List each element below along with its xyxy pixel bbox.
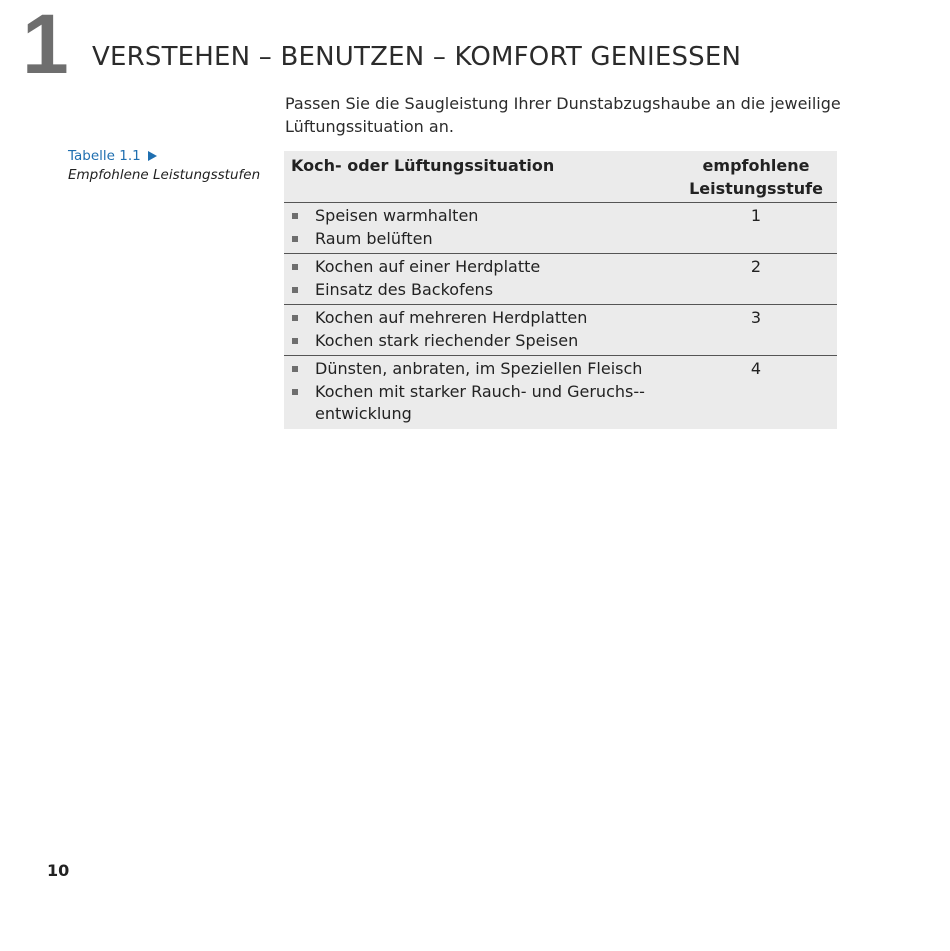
list-item-text: Raum belüften — [315, 228, 433, 248]
header-situation: Koch- oder Lüftungssituation — [291, 156, 555, 175]
list-item-text: Dünsten, anbraten, im Speziellen Fleisch — [315, 359, 643, 378]
header-level-line1: empfohlene — [702, 156, 810, 175]
table-row — [284, 203, 837, 254]
chapter-title: VERSTEHEN – BENUTZEN – KOMFORT GENIESSEN — [92, 42, 742, 72]
intro-paragraph: Passen Sie die Saugleistung Ihrer Dunstabzugshaube an die jeweilige Lüftungssituation an. — [285, 94, 841, 136]
situation-cell — [284, 305, 675, 355]
list-item-text: Kochen stark riechender Speisen — [315, 330, 579, 350]
square-bullet-icon — [292, 213, 298, 219]
list-item-text: Kochen mit starker Rauch- und Geruchs-entwicklung — [315, 381, 645, 423]
list-item — [292, 307, 667, 330]
level-cell: 4 — [750, 359, 762, 378]
situation-cell — [284, 254, 675, 304]
square-bullet-icon — [292, 338, 298, 344]
list-item — [292, 279, 667, 302]
table-caption — [68, 147, 273, 185]
level-cell: 3 — [750, 308, 762, 327]
table-caption-label: Tabelle 1.1 — [68, 148, 141, 164]
triangle-right-icon — [148, 151, 157, 161]
header-level-line2: Leistungsstufe — [689, 179, 823, 198]
list-item — [292, 381, 667, 426]
square-bullet-icon — [292, 287, 298, 293]
page-number: 10 — [47, 861, 70, 880]
level-cell: 2 — [750, 257, 762, 276]
list-item-text: Einsatz des Backofens — [315, 279, 494, 299]
table-row — [284, 305, 837, 356]
square-bullet-icon — [292, 366, 298, 372]
list-item-text: Kochen auf einer Herdplatte — [315, 257, 541, 276]
table-caption-label-row — [68, 147, 273, 166]
list-item — [292, 228, 667, 251]
level-cell: 1 — [750, 206, 762, 225]
list-item-text: Kochen auf mehreren Herdplatten — [315, 308, 588, 327]
table-row — [284, 356, 837, 429]
list-item — [292, 256, 667, 279]
square-bullet-icon — [292, 315, 298, 321]
situation-cell — [284, 203, 675, 253]
chapter-number: 1 — [22, 0, 67, 91]
square-bullet-icon — [292, 236, 298, 242]
situation-cell — [284, 356, 675, 429]
header-level — [675, 151, 837, 200]
list-item — [292, 205, 667, 228]
table-caption-title: Empfohlene Leistungsstufen — [68, 167, 261, 183]
list-item-text: Speisen warmhalten — [315, 206, 479, 225]
square-bullet-icon — [292, 389, 298, 395]
table-row — [284, 254, 837, 305]
table-header-row — [284, 151, 837, 203]
square-bullet-icon — [292, 264, 298, 270]
recommendation-table — [284, 151, 837, 429]
list-item — [292, 330, 667, 353]
list-item — [292, 358, 667, 381]
